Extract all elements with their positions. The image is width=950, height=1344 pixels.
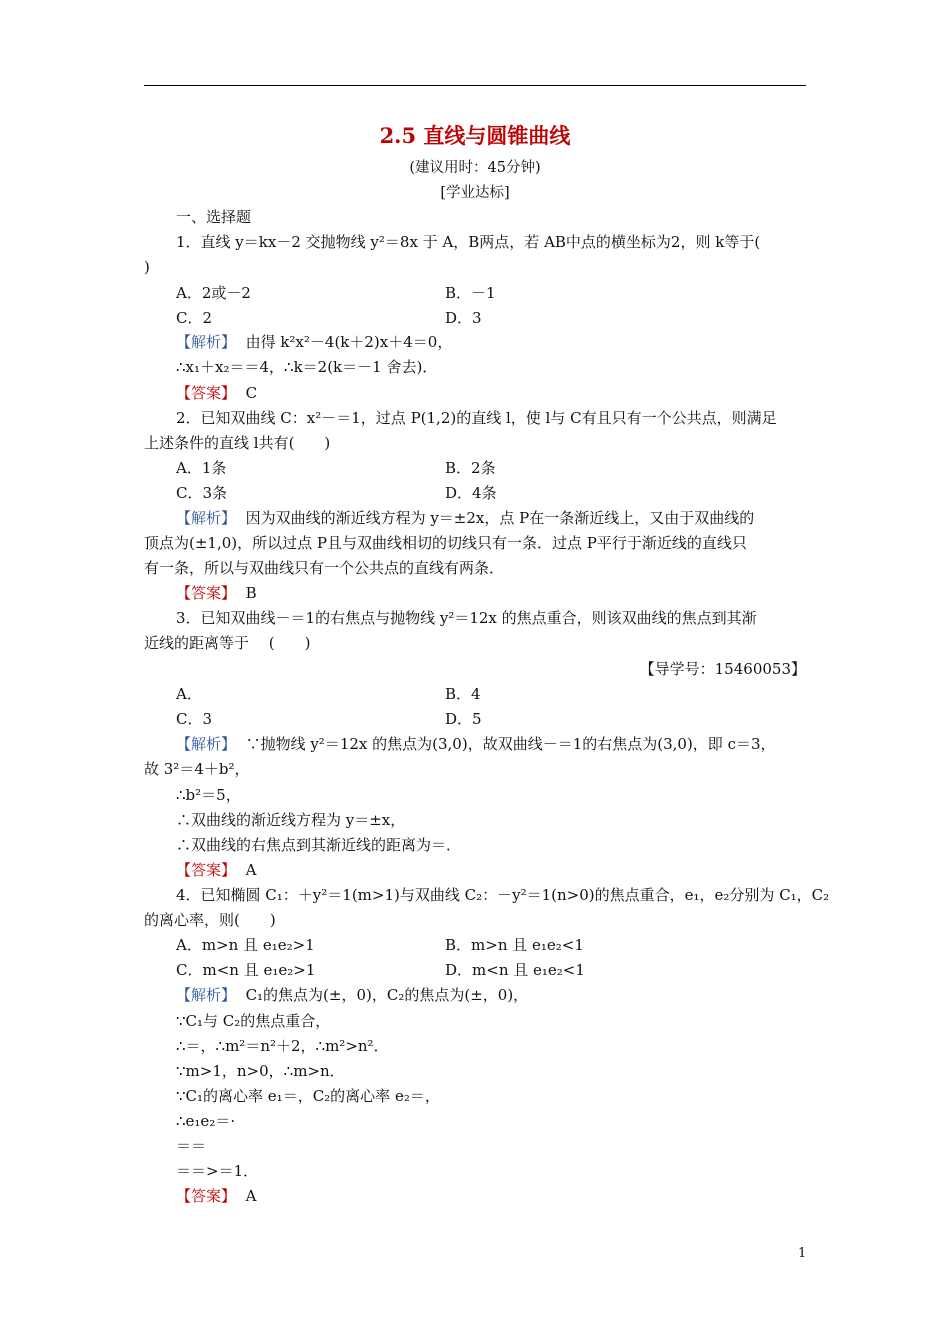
q4-analysis-line-1: 【解析】 C₁的焦点为(±，0)，C₂的焦点为(±，0)， (176, 986, 529, 1004)
q4-answer-line (0, 1184, 950, 1209)
q4-analysis-line-2: ∵C₁与 C₂的焦点重合， (176, 1012, 331, 1030)
page-title: 2.5 直线与圆锥曲线 (379, 123, 571, 148)
analysis-label: 【解析】 (176, 986, 237, 1004)
q2-stem-line-1: 2．已知双曲线 C：x²－＝1，过点 P(1,2)的直线 l，使 l与 C有且只有一个公共点，则满足 (176, 409, 777, 427)
q3-stem-line-1: 3．已知双曲线－＝1的右焦点与抛物线 y²＝12x 的焦点重合，则该双曲线的焦点到其渐 (176, 609, 757, 627)
q3-analysis-line-2: 故 3²＝4＋b²， (144, 760, 250, 778)
answer-label: 【答案】 (176, 384, 237, 402)
page-number: 1 (798, 1246, 807, 1261)
q4-stem-line-1: 4．已知椭圆 C₁：＋y²＝1(m>1)与双曲线 C₂：－y²＝1(n>0)的焦点重合，e₁，e₂分别为 C₁，C₂ (176, 886, 830, 904)
header-rule (144, 85, 806, 86)
section-heading-line (0, 205, 950, 230)
q2-option-a: A．1条 (176, 459, 227, 477)
q1-option-d: D．3 (445, 309, 482, 327)
q3-options-cd (0, 707, 950, 732)
q3-guide-line (0, 657, 950, 682)
q2-options-ab (0, 456, 950, 481)
q4-option-d: D．m<n 且 e₁e₂<1 (445, 961, 585, 979)
q2-options-cd (0, 481, 950, 506)
q4-analysis-line-6: ∴e₁e₂＝· (176, 1112, 236, 1130)
q3-option-c: C．3 (176, 710, 213, 728)
suggested-time: (建议用时：45分钟) (409, 160, 541, 176)
q4-answer: A (245, 1187, 257, 1205)
q1-analysis-line-1: 【解析】 由得 k²x²－4(k＋2)x＋4＝0， (176, 333, 453, 351)
q2-stem-line-2: 上述条件的直线 l共有( ) (144, 434, 331, 452)
q3-options-ab (0, 682, 950, 707)
q2-answer-line (0, 581, 950, 606)
q2-analysis-line-3: 有一条，所以与双曲线只有一个公共点的直线有两条． (144, 559, 505, 577)
section-heading: 一、选择题 (176, 208, 252, 226)
q3-option-a: A． (176, 685, 202, 703)
q1-options-cd (0, 306, 950, 331)
q3-answer: A (245, 861, 257, 879)
q2-analysis-line-1: 【解析】 因为双曲线的渐近线方程为 y＝±2x，点 P在一条渐近线上，又由于双曲线的 (176, 509, 755, 527)
guide-number: 【导学号：15460053】 (639, 660, 806, 678)
analysis-label: 【解析】 (176, 735, 237, 753)
q3-option-b: B．4 (445, 685, 481, 703)
analysis-label: 【解析】 (176, 509, 237, 527)
q2-option-c: C．3条 (176, 484, 228, 502)
q3-analysis-line-3: ∴b²＝5， (176, 786, 241, 804)
section-label: [学业达标] (440, 185, 510, 201)
answer-label: 【答案】 (176, 1187, 237, 1205)
q1-option-b: B．－1 (445, 284, 496, 302)
q3-analysis-line-4: ∴双曲线的渐近线方程为 y＝±x， (176, 811, 406, 829)
q4-stem-line-2: 的离心率，则( ) (144, 911, 276, 929)
q1-option-c: C．2 (176, 309, 213, 327)
q1-option-a: A．2或－2 (176, 284, 251, 302)
q4-analysis-line-3: ∴＝，∴m²＝n²＋2，∴m²>n²． (176, 1037, 389, 1055)
q4-option-c: C．m<n 且 e₁e₂>1 (176, 961, 316, 979)
q2-option-d: D．4条 (445, 484, 497, 502)
q4-analysis-line-7: ＝＝ (176, 1137, 207, 1155)
q1-stem-line-1: 1．直线 y＝kx－2 交抛物线 y²＝8x 于 A，B两点，若 AB中点的横坐标为2，则 k等于( (176, 233, 761, 251)
q2-answer: B (245, 584, 257, 602)
q3-option-d: D．5 (445, 710, 482, 728)
q3-analysis-line-1: 【解析】 ∵抛物线 y²＝12x 的焦点为(3,0)，故双曲线－＝1的右焦点为(3,0)，即 c＝3， (176, 735, 776, 753)
q4-options-ab (0, 933, 950, 958)
q3-answer-line (0, 858, 950, 883)
q4-analysis-line-5: ∵C₁的离心率 e₁＝，C₂的离心率 e₂＝， (176, 1087, 440, 1105)
q3-analysis-line-5: ∴双曲线的右焦点到其渐近线的距离为＝． (176, 836, 462, 854)
q1-stem-line-2: ) (144, 258, 150, 276)
q4-option-a: A．m>n 且 e₁e₂>1 (176, 936, 315, 954)
q3-stem-line-2: 近线的距离等于 ( ) (144, 634, 311, 652)
q1-analysis-line-2: ∴x₁＋x₂＝＝4，∴k＝2(k＝－1 舍去)． (176, 358, 438, 376)
answer-label: 【答案】 (176, 861, 237, 879)
q4-options-cd (0, 958, 950, 983)
q4-analysis-line-8: ＝＝>＝1． (176, 1162, 259, 1180)
answer-label: 【答案】 (176, 584, 237, 602)
q1-answer: C (245, 384, 258, 402)
q2-option-b: B．2条 (445, 459, 496, 477)
q4-analysis-line-4: ∵m>1，n>0，∴m>n． (176, 1062, 345, 1080)
q1-options-ab (0, 281, 950, 306)
analysis-label: 【解析】 (176, 333, 237, 351)
q2-analysis-line-2: 顶点为(±1,0)，所以过点 P且与双曲线相切的切线只有一条．过点 P平行于渐近线的直线只 (144, 534, 747, 552)
q4-option-b: B．m>n 且 e₁e₂<1 (445, 936, 584, 954)
q1-answer-line (0, 381, 950, 406)
